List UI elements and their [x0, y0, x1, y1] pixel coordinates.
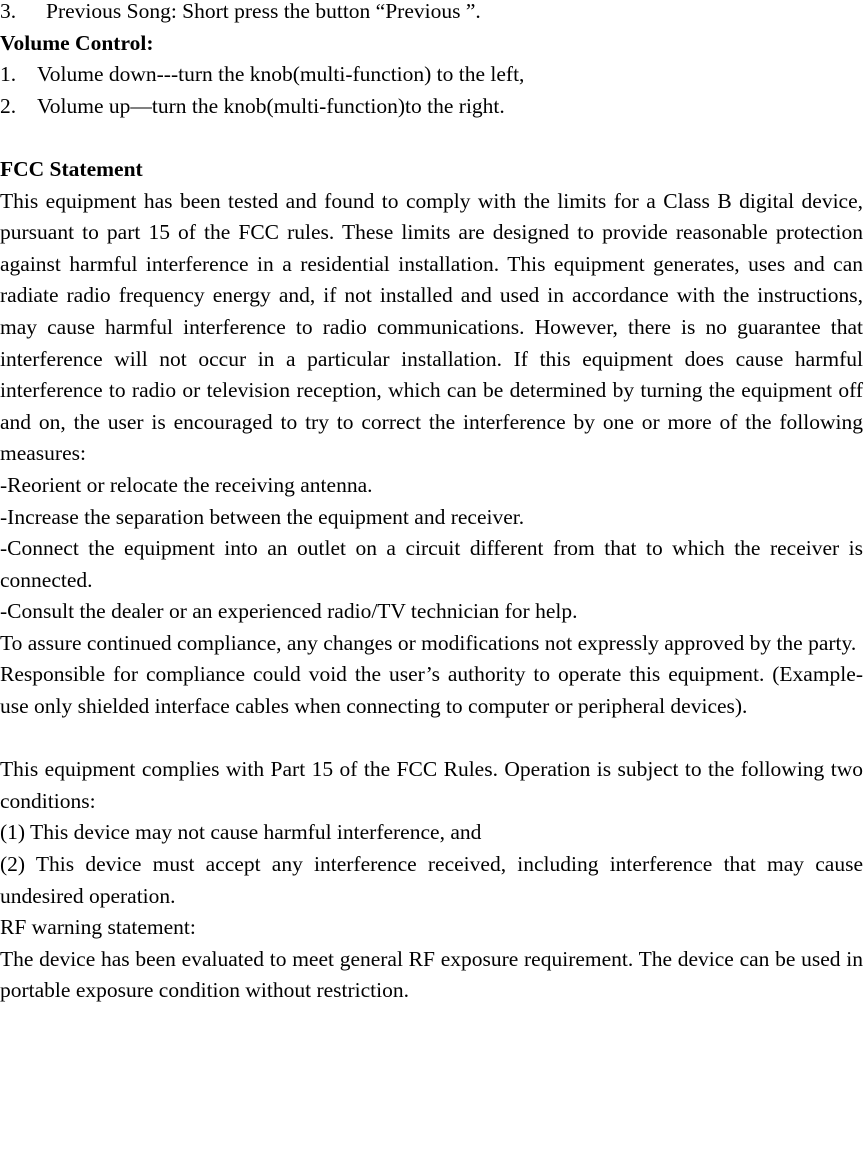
previous-song-text: Previous Song: Short press the button “Previous ”. — [46, 0, 481, 23]
responsible-paragraph: Responsible for compliance could void the user’s authority to operate this equipment. (Example- use only shielded interface cables when connecting to computer or peripheral devices). — [0, 662, 863, 719]
compliance-paragraph: To assure continued compliance, any changes or modifications not expressly approved by the party. — [0, 630, 857, 655]
measure-item: -Connect the equipment into an outlet on a circuit different from that to which the receiver is connected. — [0, 536, 863, 592]
list-number: 3. — [0, 0, 17, 23]
spacer — [0, 723, 863, 755]
condition-item: (2) This device must accept any interference received, including interference that may cause undesired operation. — [0, 852, 863, 908]
list-number: 1. — [0, 62, 17, 87]
volume-up-text: Volume up—turn the knob(multi-function)to the right. — [37, 93, 505, 118]
spacer — [0, 122, 863, 154]
fcc-heading: FCC Statement — [0, 156, 143, 181]
volume-control-heading: Volume Control: — [0, 30, 154, 55]
part15-paragraph: This equipment complies with Part 15 of the FCC Rules. Operation is subject to the following two conditions: — [0, 757, 863, 813]
volume-up-item — [0, 91, 863, 123]
rf-paragraph: The device has been evaluated to meet general RF exposure requirement. The device can be used in portable exposure condition without restriction. — [0, 946, 863, 1003]
volume-down-text: Volume down---turn the knob(multi-function) to the left, — [37, 62, 525, 87]
measure-item: -Reorient or relocate the receiving antenna. — [0, 472, 373, 497]
list-number: 2. — [0, 93, 17, 118]
measure-item: -Consult the dealer or an experienced radio/TV technician for help. — [0, 599, 578, 624]
measure-item: -Increase the separation between the equipment and receiver. — [0, 504, 525, 529]
condition-item: (1) This device may not cause harmful interference, and — [0, 820, 482, 845]
previous-song-item — [0, 0, 863, 28]
fcc-intro-paragraph: This equipment has been tested and found to comply with the limits for a Class B digital device, pursuant to part 15 of the FCC rules. These limits are designed to provide reasonable protection against harmful interference in a residential installation. This equipment generates, uses and can radiate radio frequency energy and, if not installed and used in accordance with the instructions, may cause harmful interference to radio communications. However, there is no guarantee that interference will not occur in a particular installation. If this equipment does cause harmful interference to radio or television reception, which can be determined by turning the equipment off and on, the user is encouraged to try to correct the interference by one or more of the following measures: — [0, 188, 863, 466]
rf-heading: RF warning statement: — [0, 915, 196, 940]
volume-down-item — [0, 59, 863, 91]
